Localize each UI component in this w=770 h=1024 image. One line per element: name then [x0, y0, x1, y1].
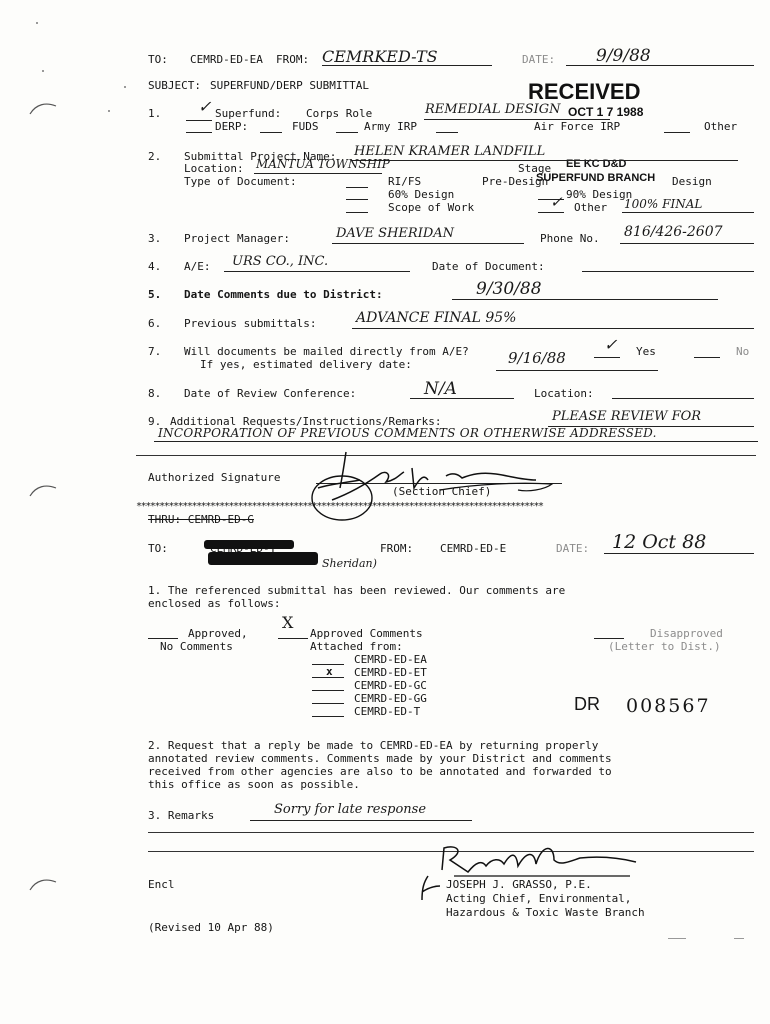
corps-role-value: REMEDIAL DESIGN: [425, 102, 561, 117]
project-name-label: Submittal Project Name:: [184, 150, 337, 163]
previous-submittals-value: ADVANCE FINAL 95%: [356, 310, 517, 326]
signatory-name: JOSEPH J. GRASSO, P.E.: [446, 878, 592, 891]
conference-location-label: Location:: [534, 387, 594, 400]
letter-to-district-label: (Letter to Dist.): [608, 640, 721, 653]
signatory-title-line1: Acting Chief, Environmental,: [446, 892, 632, 905]
item8-number: 8.: [148, 387, 162, 400]
received-stamp-title: RECEIVED: [528, 79, 641, 104]
reply-date-value: 12 Oct 88: [612, 531, 707, 553]
ae-value: URS CO., INC.: [232, 254, 329, 269]
scope-of-work-option[interactable]: Scope of Work: [388, 201, 475, 214]
additional-requests-value-line1: PLEASE REVIEW FOR: [552, 409, 702, 424]
phone-value: 816/426-2607: [624, 224, 723, 240]
item4-number: 4.: [148, 260, 162, 273]
project-name-value: HELEN KRAMER LANDFILL: [354, 144, 546, 159]
disapproved-label[interactable]: Disapproved: [650, 627, 723, 640]
other-label: Other: [704, 120, 738, 133]
office-ed-et[interactable]: CEMRD-ED-ET: [354, 666, 427, 679]
paragraph2-line4: this office as soon as possible.: [148, 778, 360, 791]
air-force-irp-label: Air Force IRP: [534, 120, 621, 133]
phone-label: Phone No.: [540, 232, 600, 245]
superfund-check[interactable]: ✓: [198, 97, 212, 116]
asterisk-separator: ****************************************************************************************: [136, 501, 543, 512]
date-label: DATE:: [522, 53, 556, 66]
item1-number: 1.: [148, 107, 162, 120]
paragraph2-line2: annotated review comments. Comments made by your District and comments: [148, 752, 612, 765]
section-chief-label: (Section Chief): [392, 485, 492, 498]
doc-number: 008567: [626, 695, 711, 717]
initial-mark: [414, 872, 442, 906]
item6-number: 6.: [148, 317, 162, 330]
approved-comments-label[interactable]: Approved Comments: [310, 627, 423, 640]
grasso-signature: [430, 840, 650, 882]
review-conference-label: Date of Review Conference:: [184, 387, 357, 400]
location-label: Location:: [184, 162, 244, 175]
from-value: CEMRKED-TS: [322, 47, 438, 66]
signatory-title-line2: Hazardous & Toxic Waste Branch: [446, 906, 645, 919]
doc-number-prefix: DR: [574, 694, 600, 714]
scan-speck: [124, 86, 126, 88]
to-label: TO:: [148, 53, 168, 66]
paragraph2-line3: received from other agencies are also to be annotated and forwarded to: [148, 765, 612, 778]
authorized-signature-label: Authorized Signature: [148, 471, 281, 484]
item7-number: 7.: [148, 345, 162, 358]
superfund-label: Superfund:: [215, 107, 282, 120]
additional-requests-label: Additional Requests/Instructions/Remarks:: [170, 415, 442, 428]
received-stamp-date: OCT 1 7 1988: [568, 105, 644, 119]
reply-from-value: CEMRD-ED-E: [440, 542, 507, 555]
type-of-document-label: Type of Document:: [184, 175, 297, 188]
yes-check[interactable]: ✓: [604, 335, 618, 354]
other-option[interactable]: Other: [574, 201, 608, 214]
item9-number: 9.: [148, 415, 162, 428]
army-irp-label: Army IRP: [364, 120, 417, 133]
design-60-option[interactable]: 60% Design: [388, 188, 455, 201]
remarks-label: 3. Remarks: [148, 809, 215, 822]
enclosure-label: Encl: [148, 878, 175, 891]
from-label: FROM:: [276, 53, 310, 66]
scan-speck: [42, 70, 44, 72]
office-ed-gg[interactable]: CEMRD-ED-GG: [354, 692, 427, 705]
thru-line: THRU: CEMRD-ED-G: [148, 513, 254, 526]
scan-speck: [108, 110, 110, 112]
yes-option[interactable]: Yes: [636, 345, 656, 358]
approved-label[interactable]: Approved,: [188, 627, 248, 640]
revised-note: (Revised 10 Apr 88): [148, 921, 274, 934]
reply-date-label: DATE:: [556, 542, 590, 555]
fuds-label: FUDS: [292, 120, 319, 133]
other-value: 100% FINAL: [624, 197, 703, 211]
other-check[interactable]: ✓: [550, 193, 563, 211]
previous-submittals-label: Previous submittals:: [184, 317, 317, 330]
office-ed-t[interactable]: CEMRD-ED-T: [354, 705, 421, 718]
office-ed-et-mark[interactable]: x: [326, 665, 333, 678]
approved-comments-mark[interactable]: X: [282, 613, 294, 632]
comments-due-label: Date Comments due to District:: [184, 288, 383, 301]
reply-to-label: TO:: [148, 542, 168, 555]
delivery-date-value: 9/16/88: [508, 349, 566, 367]
date-of-document-label: Date of Document:: [432, 260, 545, 273]
office-ed-ea[interactable]: CEMRD-ED-EA: [354, 653, 427, 666]
review-line1: 1. The referenced submittal has been reviewed. Our comments are: [148, 584, 566, 597]
design-90-option[interactable]: 90% Design: [566, 188, 633, 201]
date-value: 9/9/88: [596, 46, 651, 66]
ae-label: A/E:: [184, 260, 211, 273]
corps-role-label: Corps Role: [306, 107, 373, 120]
remarks-value: Sorry for late response: [274, 802, 427, 817]
project-manager-value: DAVE SHERIDAN: [336, 226, 455, 241]
subject-value: SUPERFUND/DERP SUBMITTAL: [210, 79, 369, 92]
additional-requests-value-line2: INCORPORATION OF PREVIOUS COMMENTS OR OTHERWISE ADDRESSED.: [158, 426, 657, 440]
attached-from-label: Attached from:: [310, 640, 403, 653]
scan-speck: [36, 22, 38, 24]
ri-fs-option[interactable]: RI/FS: [388, 175, 422, 188]
pre-design-option[interactable]: Pre-Design: [482, 175, 549, 188]
scan-mark: [28, 874, 58, 894]
no-option[interactable]: No: [736, 345, 750, 358]
scan-speck: [668, 938, 686, 939]
office-ed-gc[interactable]: CEMRD-ED-GC: [354, 679, 427, 692]
comments-due-value: 9/30/88: [476, 279, 542, 299]
review-conference-value: N/A: [424, 379, 457, 399]
scan-mark: [28, 98, 58, 118]
received-stamp-office: EE KC D&D: [566, 158, 627, 170]
stage-label: Stage: [518, 162, 552, 175]
reply-from-label: FROM:: [380, 542, 414, 555]
scan-speck: [734, 938, 744, 939]
project-manager-label: Project Manager:: [184, 232, 290, 245]
paragraph2-line1: 2. Request that a reply be made to CEMRD-ED-EA by returning properly: [148, 739, 599, 752]
location-value: MANTUA TOWNSHIP: [256, 157, 390, 171]
to-value: CEMRD-ED-EA: [190, 53, 263, 66]
received-stamp-branch: SUPERFUND BRANCH: [536, 172, 656, 184]
mailed-directly-label: Will documents be mailed directly from A/E?: [184, 345, 469, 358]
design-option[interactable]: Design: [672, 175, 712, 188]
subject-label: SUBJECT:: [148, 79, 201, 92]
item3-number: 3.: [148, 232, 162, 245]
item5-number: 5.: [148, 288, 162, 301]
delivery-date-label: If yes, estimated delivery date:: [200, 358, 412, 371]
review-line2: enclosed as follows:: [148, 597, 281, 610]
reply-to-annotation: Sheridan): [322, 557, 377, 570]
no-comments-label: No Comments: [160, 640, 233, 653]
item2-number: 2.: [148, 150, 162, 163]
derp-label: DERP:: [215, 120, 249, 133]
scan-mark: [28, 480, 58, 500]
